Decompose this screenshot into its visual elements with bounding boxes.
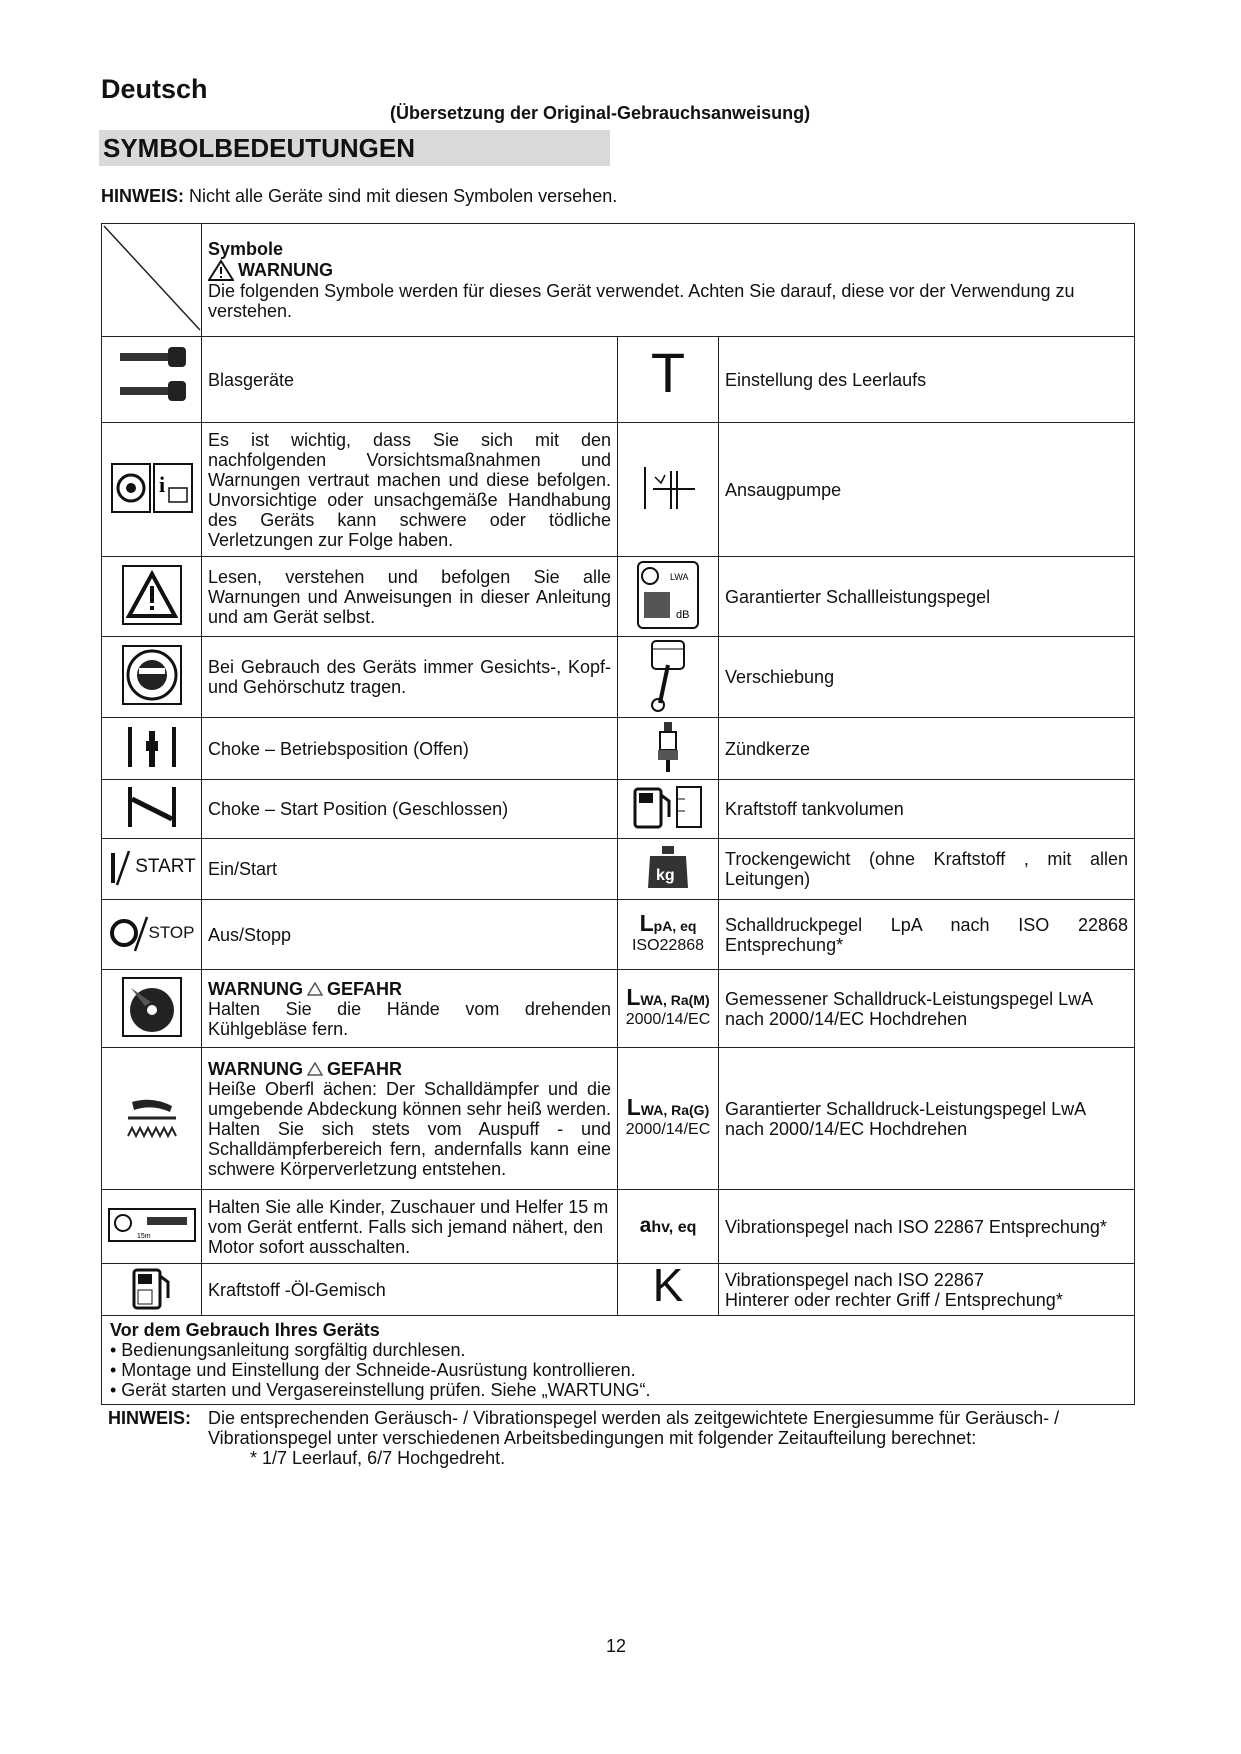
stop-label: Aus/Stopp xyxy=(202,900,618,970)
guaranteed-lwa-label: Garantierter Schalldruck-Leistungspegel LwA nach 2000/14/EC Hochdrehen xyxy=(719,1048,1135,1190)
table-row xyxy=(102,1264,1135,1316)
top-note-text: Nicht alle Geräte sind mit diesen Symbolen versehen. xyxy=(184,186,618,206)
hot-surface-warning-text: Heiße Oberfl ächen: Der Schalldämpfer und die umgebende Abdeckung können sehr heiß werden. Halten Sie sich stets vom Auspuff - und Schalldämpferbereich fern, andernfalls kann eine schwere Körperverletzung entstehen. xyxy=(208,1078,611,1179)
lwa-ram-symbol: LWA, Ra(M) xyxy=(626,984,710,1010)
top-note-label: HINWEIS: xyxy=(101,186,184,206)
spark-plug-label: Zündkerze xyxy=(719,718,1135,780)
document-subtitle: (Übersetzung der Original-Gebrauchsanweisung) xyxy=(390,103,811,123)
language-heading: Deutsch xyxy=(101,74,208,104)
svg-text:i: i xyxy=(158,471,165,497)
displacement-label: Verschiebung xyxy=(719,637,1135,718)
table-row xyxy=(102,1048,1135,1190)
directive-text: 2000/14/EC xyxy=(625,1011,711,1028)
list-item: • Montage und Einstellung der Schneide-Ausrüstung kontrollieren. xyxy=(110,1360,636,1380)
stop-icon-text: STOP xyxy=(148,922,195,942)
safety-icon-cell xyxy=(102,423,202,557)
fuel-oil-mix-icon xyxy=(130,1266,174,1310)
protective-gear-icon xyxy=(121,644,183,706)
start-label: Ein/Start xyxy=(202,839,618,900)
blower-icon xyxy=(112,343,192,413)
ahv-eq-symbol: ahv, eq xyxy=(639,1213,697,1237)
table-row xyxy=(102,337,1135,423)
diagonal-line-icon xyxy=(102,224,202,332)
measured-lwa-icon-cell xyxy=(618,970,719,1048)
distance-text: Halten Sie alle Kinder, Zuschauer und Helfer 15 m vom Gerät entfernt. Falls sich jemand nähert, den Motor sofort ausschalten. xyxy=(202,1190,618,1264)
symbols-intro-text: Die folgenden Symbole werden für dieses Gerät verwendet. Achten Sie darauf, diese vor der Verwendung zu verstehen. xyxy=(208,281,1075,321)
fuel-mix-icon-cell xyxy=(102,1264,202,1316)
list-item: • Gerät starten und Vergasereinstellung prüfen. Siehe „WARTUNG“. xyxy=(110,1380,651,1400)
sound-power-label: Garantierter Schallleistungspegel xyxy=(719,557,1135,637)
table-row xyxy=(102,718,1135,780)
bottom-note-label: HINWEIS: xyxy=(108,1408,191,1428)
before-use-row xyxy=(102,1316,1135,1405)
rotating-fan-hand-icon xyxy=(121,976,183,1038)
displacement-icon-cell xyxy=(618,637,719,718)
measured-lwa-label: Gemessener Schalldruck-Leistungspegel LwA nach 2000/14/EC Hochdrehen xyxy=(719,970,1135,1048)
fan-warning-text: Halten Sie die Hände vom drehenden Kühlgebläse fern. xyxy=(208,998,611,1039)
sound-power-icon xyxy=(636,560,700,630)
dry-weight-icon xyxy=(646,844,690,890)
stop-icon-cell xyxy=(102,900,202,970)
sound-pressure-label: Schalldruckpegel LpA nach ISO 22868 Entsprechung* xyxy=(719,900,1135,970)
precautions-text: Es ist wichtig, dass Sie sich mit den nachfolgenden Vorsichtsmaßnahmen und Warnungen vertraut machen und diese befolgen. Unvorsichtige oder unsachgemäße Handhabung des Geräts kann schwere oder tödliche Verletzungen zur Folge haben. xyxy=(202,423,618,557)
read-warnings-text: Lesen, verstehen und befolgen Sie alle Warnungen und Anweisungen in dieser Anleitung und am Gerät selbst. xyxy=(202,557,618,637)
start-icon-cell xyxy=(102,839,202,900)
choke-closed-label: Choke – Start Position (Geschlossen) xyxy=(202,780,618,839)
hot-surface-icon-cell xyxy=(102,1048,202,1190)
vibration-label: Vibrationspegel nach ISO 22867 Entsprechung* xyxy=(719,1190,1135,1264)
idle-adjust-icon: T xyxy=(650,341,686,404)
table-header-row xyxy=(102,224,1135,337)
table-row xyxy=(102,637,1135,718)
choke-open-icon xyxy=(120,723,184,771)
table-row xyxy=(102,970,1135,1048)
directive-text: 2000/14/EC xyxy=(625,1121,711,1138)
section-title: SYMBOLBEDEUTUNGEN xyxy=(99,130,610,166)
before-use-title: Vor dem Gebrauch Ihres Geräts xyxy=(110,1320,380,1340)
kg-text: kg xyxy=(656,867,675,884)
hot-surface-warning-heading: WARNUNG GEFAHR xyxy=(208,1058,403,1079)
table-row xyxy=(102,557,1135,637)
lpa-eq-symbol: LpA, eq xyxy=(639,910,697,936)
db-text: dB xyxy=(676,608,690,621)
iso22868-text: ISO22868 xyxy=(631,937,705,954)
primer-icon-cell xyxy=(618,423,719,557)
table-row xyxy=(102,780,1135,839)
svg-text:15m: 15m xyxy=(136,1232,151,1240)
table-row xyxy=(102,900,1135,970)
diagonal-cell xyxy=(102,224,202,337)
primer-label: Ansaugpumpe xyxy=(719,423,1135,557)
list-item: • Bedienungsanleitung sorgfältig durchlesen. xyxy=(110,1340,466,1360)
page-number: 12 xyxy=(606,1636,627,1656)
warning-triangle-icon xyxy=(208,259,234,281)
stop-icon xyxy=(109,913,195,953)
hot-surface-icon xyxy=(122,1092,182,1142)
handle-vibration-label-b: Hinterer oder rechter Griff / Entsprechung* xyxy=(725,1289,1063,1310)
danger-triangle-icon xyxy=(307,982,323,996)
table-row xyxy=(102,1190,1135,1264)
lwa-rag-symbol: LWA, Ra(G) xyxy=(626,1094,710,1120)
idle-icon-cell xyxy=(618,337,719,423)
sound-power-icon-cell xyxy=(618,557,719,637)
start-icon-text: START xyxy=(135,856,196,877)
danger-triangle-icon xyxy=(307,1062,323,1076)
piston-displacement-icon xyxy=(646,637,690,713)
before-use-cell xyxy=(102,1316,1135,1405)
fan-warning-heading: WARNUNG GEFAHR xyxy=(208,978,403,999)
table-row xyxy=(102,423,1135,557)
bottom-note xyxy=(108,1408,1138,1468)
blower-label: Blasgeräte xyxy=(202,337,618,423)
fan-icon-cell xyxy=(102,970,202,1048)
vibration-icon-cell xyxy=(618,1190,719,1264)
guaranteed-lwa-icon-cell xyxy=(618,1048,719,1190)
primer-pump-icon xyxy=(633,461,703,515)
choke-closed-icon-cell xyxy=(102,780,202,839)
weight-icon-cell xyxy=(618,839,719,900)
protection-text: Bei Gebrauch des Geräts immer Gesichts-, Kopf- und Gehörschutz tragen. xyxy=(202,637,618,718)
caution-triangle-icon xyxy=(121,564,183,626)
blower-icon-cell xyxy=(102,337,202,423)
start-icon xyxy=(107,847,196,887)
fan-warning-cell xyxy=(202,970,618,1048)
spark-plug-icon-cell xyxy=(618,718,719,780)
choke-open-icon-cell xyxy=(102,718,202,780)
fuel-tank-label: Kraftstoff tankvolumen xyxy=(719,780,1135,839)
distance-icon-cell xyxy=(102,1190,202,1264)
read-manual-icon xyxy=(109,458,195,518)
choke-closed-icon xyxy=(120,783,184,831)
handle-vibration-label-a: Vibrationspegel nach ISO 22867 xyxy=(725,1269,984,1290)
table-header-cell xyxy=(202,224,1135,337)
bottom-note-text: Die entsprechenden Geräusch- / Vibrationspegel werden als zeitgewichtete Energiesumme für Geräusch- / Vibrationspegel unter verschiedenen Arbeitsbedingungen mit folgender Zeitaufteilung berechnet: xyxy=(208,1408,1060,1448)
warning-label: WARNUNG xyxy=(238,260,333,280)
fuel-tank-icon-cell xyxy=(618,780,719,839)
fuel-tank-volume-icon xyxy=(631,783,705,831)
warning-line xyxy=(208,259,1128,281)
handle-vibration-icon: K xyxy=(652,1258,684,1311)
top-note xyxy=(101,186,617,207)
handle-vibration-cell xyxy=(719,1264,1135,1316)
hot-surface-warning-cell xyxy=(202,1048,618,1190)
caution-icon-cell xyxy=(102,557,202,637)
dry-weight-label: Trockengewicht (ohne Kraftstoff , mit allen Leitungen) xyxy=(719,839,1135,900)
keep-distance-icon xyxy=(107,1205,197,1245)
idle-label: Einstellung des Leerlaufs xyxy=(719,337,1135,423)
bottom-note-sub: * 1/7 Leerlauf, 6/7 Hochgedreht. xyxy=(250,1448,506,1468)
symbol-table xyxy=(101,223,1135,1405)
sound-pressure-icon-cell xyxy=(618,900,719,970)
fuel-mix-label: Kraftstoff -Öl-Gemisch xyxy=(202,1264,618,1316)
lwa-text: LWA xyxy=(670,571,689,582)
choke-open-label: Choke – Betriebsposition (Offen) xyxy=(202,718,618,780)
protection-icon-cell xyxy=(102,637,202,718)
spark-plug-icon xyxy=(653,720,683,774)
handle-vibration-icon-cell xyxy=(618,1258,719,1316)
symbols-title: Symbole xyxy=(208,239,284,259)
table-row xyxy=(102,839,1135,900)
